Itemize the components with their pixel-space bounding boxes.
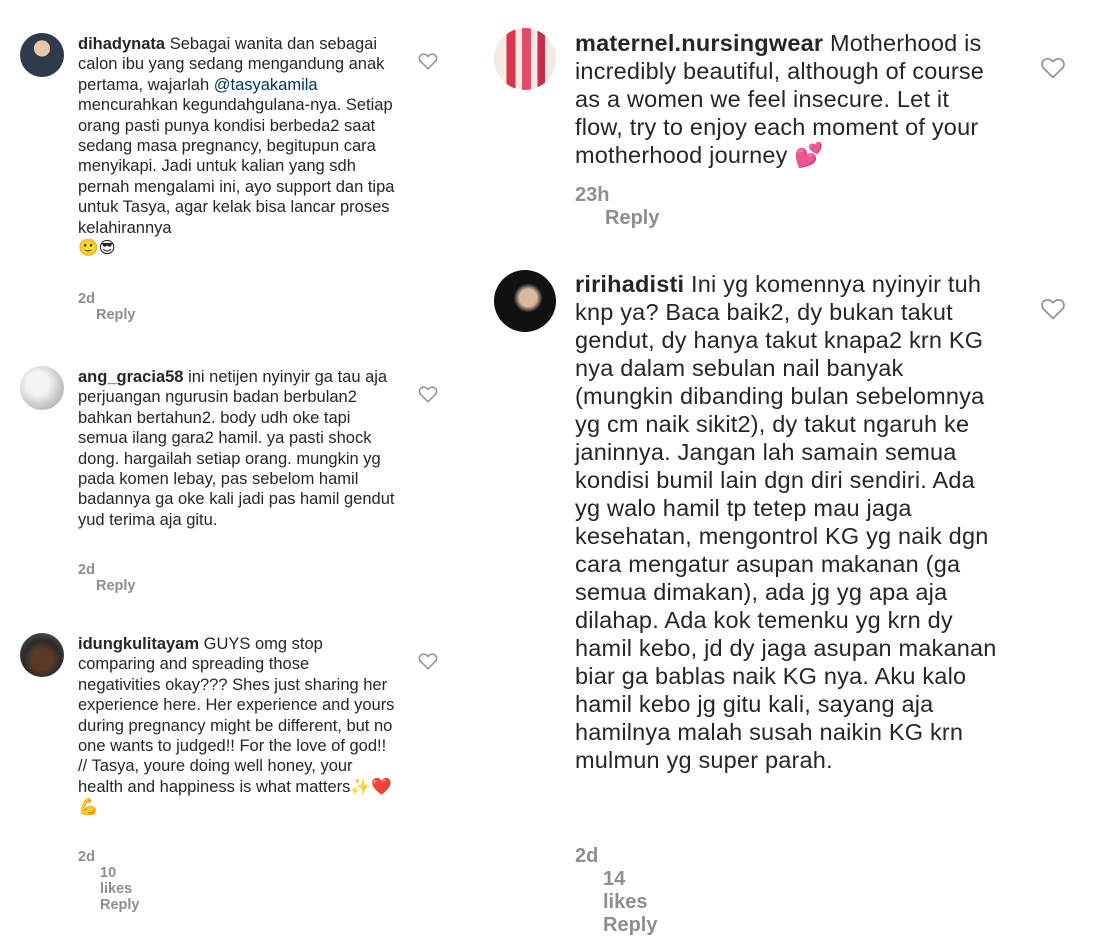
comment-meta: [575, 845, 657, 937]
comment-body: [78, 367, 396, 530]
comment-body: [78, 634, 396, 818]
comment-time: 2d: [78, 849, 95, 865]
comment-meta: [78, 291, 136, 323]
comment-username[interactable]: maternel.nursingwear: [575, 30, 824, 56]
comment-text-continued: mencurahkan kegundahgulana-nya. Setiap orang pasti punya kondisi berbeda2 saat sedang masa pregnancy, begitupun cara menyikapi. Jadi untuk kalian yang sdh pernah mengalami ini, ayo support dan tipa untuk Tasya, agar kelak bisa lancar proses kelahirannya: [78, 96, 395, 237]
avatar[interactable]: [494, 270, 556, 332]
reply-button[interactable]: Reply: [100, 897, 140, 913]
reply-button[interactable]: Reply: [96, 307, 136, 323]
likes-count[interactable]: 10 likes: [100, 865, 133, 897]
comment-text: Sebagai wanita dan sebagai calon ibu yang sedang mengandung anak pertama, wajarlah: [78, 35, 385, 94]
heart-outline-icon[interactable]: [1040, 56, 1066, 79]
comment-time: 2d: [78, 562, 95, 578]
comment-mention[interactable]: @tasyakamila: [213, 75, 318, 94]
comment-username[interactable]: dihadynata: [78, 35, 166, 53]
comment-text: GUYS omg stop comparing and spreading those negativities okay??? Shes just sharing her experience here. Her experience and yours during pregnancy might be different, but no one wants to judged!! For the love of god!! // Tasya, youre doing well honey, your health and happiness is what matters: [78, 635, 395, 796]
reply-button[interactable]: Reply: [603, 914, 658, 936]
heart-outline-icon[interactable]: [418, 52, 438, 70]
avatar[interactable]: [20, 633, 64, 677]
comment-body: [575, 270, 1000, 774]
avatar[interactable]: [20, 33, 64, 77]
reply-button[interactable]: Reply: [96, 578, 136, 594]
heart-outline-icon[interactable]: [418, 652, 438, 670]
comment-username[interactable]: ang_gracia58: [78, 368, 184, 386]
avatar[interactable]: [494, 28, 556, 90]
comment-meta: [78, 562, 136, 594]
comment-time: 23h: [575, 184, 610, 206]
comment-meta: [78, 849, 140, 913]
likes-count[interactable]: 14 likes: [603, 868, 648, 913]
comment-body: [78, 34, 396, 258]
heart-outline-icon[interactable]: [418, 385, 438, 403]
heart-outline-icon[interactable]: [1040, 297, 1066, 320]
comment-time: 2d: [575, 845, 599, 867]
comment-text: Motherhood is incredibly beautiful, although of course as a women we feel insecure. Let it flow, try to enjoy each moment of your motherhood journey: [575, 30, 985, 168]
avatar[interactable]: [20, 366, 64, 410]
comment-time: 2d: [78, 291, 95, 307]
comment-username[interactable]: idungkulitayam: [78, 635, 200, 653]
comment-body: [575, 29, 1000, 169]
comment-emoji: 🙂😎: [78, 238, 116, 258]
comment-emoji: ✨❤️💪: [78, 776, 392, 817]
comment-text: Ini yg komennya nyinyir tuh knp ya? Baca baik2, dy bukan takut gendut, dy hanya takut knapa2 krn KG nya dalam sebulan nail banyak (mungkin dibanding bulan sebelomnya yg cm naik sikit2), dy takut ngaruh ke janinnya. Jangan lah samain semua kondisi bumil lain dgn diri sendiri. Ada yg walo hamil tp tetep mau jaga kesehatan, mengontrol KG yg naik dgn cara mengatur asupan makanan (ga semua dimakan), ada jg yg apa aja dilahap. Ada kok temenku yg krn dy hamil kebo, jd dy jaga asupan makanan biar ga bablas naik KG nya. Aku kalo hamil kebo jg gitu kali, sayang aja hamilnya malah susah naikin KG krn mulmun yg super parah.: [575, 271, 997, 773]
comment-emoji: 💕: [794, 141, 824, 169]
comment-text: ini netijen nyinyir ga tau aja perjuangan ngurusin badan berbulan2 bahkan bertahun2. body udh oke tapi semua ilang gara2 hamil. ya pasti shock dong. hargailah setiap orang. mungkin yg pada komen lebay, pas sebelom hamil badannya ga oke kali jadi pas hamil gendut yud terima aja gitu.: [78, 368, 395, 529]
comment-meta: [575, 184, 659, 230]
comment-username[interactable]: ririhadisti: [575, 271, 685, 297]
reply-button[interactable]: Reply: [605, 207, 660, 229]
